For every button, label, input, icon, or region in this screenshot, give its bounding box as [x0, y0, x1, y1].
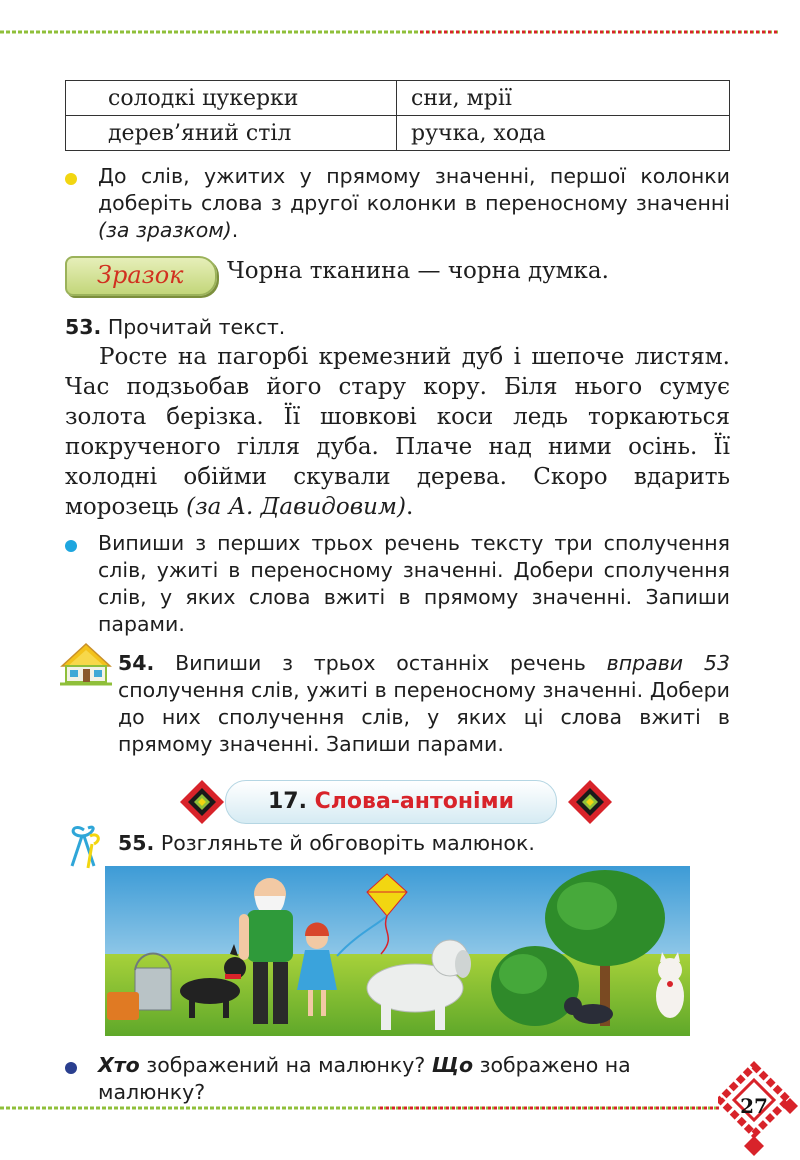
exercise-number: 55. — [118, 831, 155, 855]
exercise-number: 53. — [65, 315, 102, 339]
ornament-icon — [566, 778, 614, 826]
bush — [491, 946, 579, 1026]
ornament-icon — [178, 778, 226, 826]
exercise-number: 54. — [118, 651, 155, 675]
reading-end: . — [405, 494, 414, 520]
question-text: зображено на малюнку? — [98, 1053, 631, 1104]
question-text: зображений на малюнку? — [139, 1053, 432, 1077]
house-icon — [58, 640, 114, 688]
exercise-53-heading — [65, 314, 730, 341]
illustration — [105, 866, 690, 1036]
task-end: . — [231, 218, 239, 242]
reading-body: Росте на пагорбі кремезний дуб і шепоче листям. Час подзьобав його стару кору. Біля нього сумує золота берізка. Її шовкові коси ледь торкаються покрученого гілля дуба. Плаче над ними осінь. Її холодні обійми скували дерева. Скоро вдарить морозець — [65, 344, 730, 520]
section-number: 17. — [268, 789, 307, 814]
reading-source: (за А. Давидовим) — [186, 494, 406, 520]
exercise-text: сполучення слів, ужиті в переносному значенні. Добери до них сполучення слів, у яких ці слова вжиті в прямому значенні. Запиши парами. — [118, 678, 730, 756]
task-text: До слів, ужитих у прямому значенні, першої колонки доберіть слова з другої колонки в переносному значенні — [98, 164, 730, 215]
question-word: Хто — [98, 1053, 140, 1077]
question-word: Що — [431, 1053, 474, 1077]
table-cell: дерев’яний стіл — [66, 116, 397, 151]
section-title — [225, 780, 557, 824]
word-table — [65, 80, 730, 151]
table-row — [66, 81, 730, 116]
yellow-bullet-icon — [65, 173, 77, 185]
blue-bullet-icon — [65, 540, 77, 552]
exercise-55-heading — [118, 830, 730, 857]
table-cell: ручка, хода — [397, 116, 730, 151]
white-cat — [656, 952, 684, 1018]
bottom-ornament-line — [0, 1104, 720, 1112]
ribbon-icon — [62, 822, 110, 870]
exercise-text: Розгляньте й обговоріть малюнок. — [160, 831, 535, 855]
sample-tag — [65, 256, 217, 296]
task-paragraph — [98, 163, 730, 244]
question-line — [98, 1052, 738, 1106]
exercise-54-paragraph — [118, 650, 730, 758]
sample-text: Чорна тканина — чорна думка. — [227, 258, 609, 284]
reading-text — [65, 342, 730, 522]
exercise-text: Випиши з трьох останніх речень — [175, 651, 607, 675]
task-paragraph: Випиши з перших трьох речень тексту три сполучення слів, ужиті в переносному значенні. Добери сполучення слів, у яких слова вжиті в прямому значенні. Запиши парами. — [98, 531, 730, 636]
table-cell: сни, мрії — [397, 81, 730, 116]
exercise-instruction: Прочитай текст. — [107, 315, 286, 339]
section-title-text: Слова-антоніми — [314, 789, 514, 814]
sample-tag-label: Зразок — [97, 261, 184, 289]
navy-bullet-icon — [65, 1062, 77, 1074]
table-row — [66, 116, 730, 151]
exercise-reference: вправи 53 — [606, 651, 730, 675]
top-ornament-line — [0, 28, 780, 36]
task-note: (за зразком) — [98, 218, 232, 242]
table-cell: солодкі цукерки — [66, 81, 397, 116]
page-number: 27 — [740, 1094, 768, 1118]
